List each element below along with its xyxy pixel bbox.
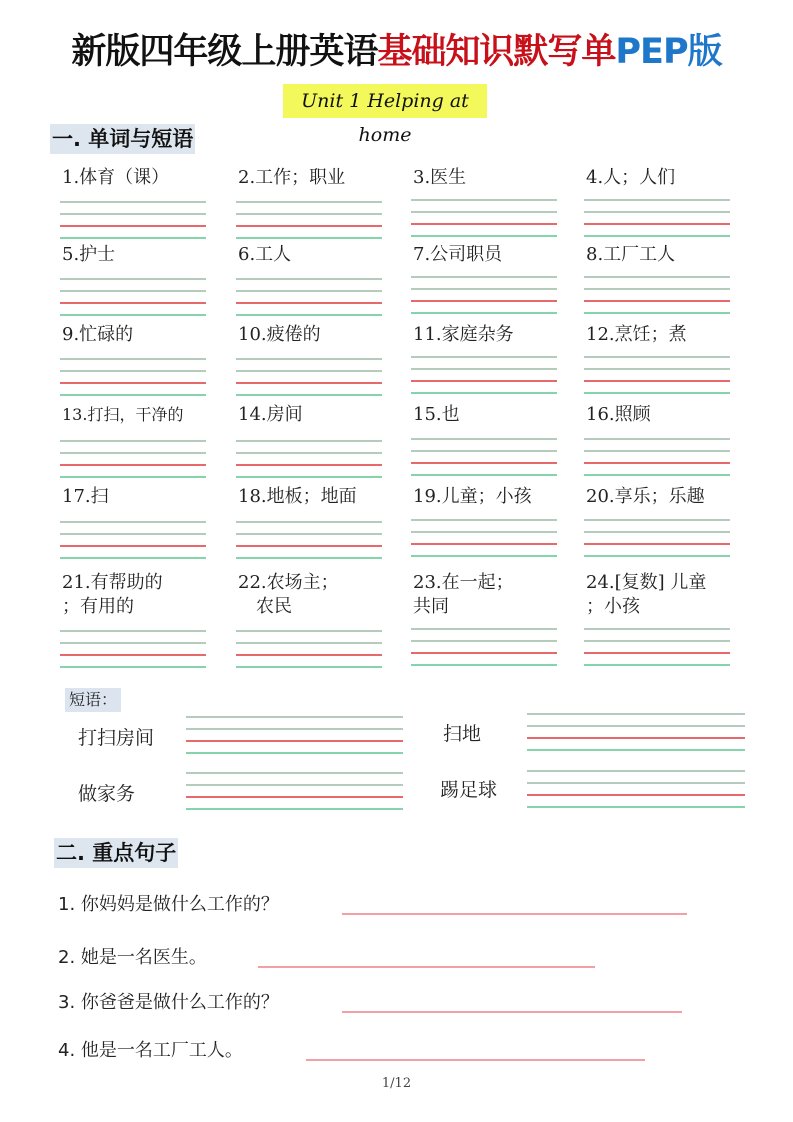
word-answer-lines[interactable] [60, 358, 206, 396]
writing-line [411, 392, 557, 394]
word-answer-lines[interactable] [584, 276, 730, 314]
writing-line [527, 725, 745, 727]
word-answer-lines[interactable] [584, 199, 730, 237]
writing-line [186, 740, 403, 742]
word-answer-lines[interactable] [411, 199, 557, 237]
phrase-prompt: 踢足球 [440, 779, 498, 801]
writing-line [411, 628, 557, 630]
writing-line [584, 223, 730, 225]
word-answer-lines[interactable] [584, 628, 730, 666]
word-prompt: 21.有帮助的 [62, 572, 163, 593]
writing-line [584, 462, 730, 464]
writing-line [60, 290, 206, 292]
writing-line [584, 368, 730, 370]
writing-line [527, 794, 745, 796]
writing-line [236, 452, 382, 454]
writing-line [60, 630, 206, 632]
writing-line [584, 276, 730, 278]
writing-line [527, 770, 745, 772]
writing-line [411, 211, 557, 213]
word-prompt: 17.扫 [62, 486, 109, 507]
writing-line [186, 808, 403, 810]
writing-line [236, 382, 382, 384]
writing-line [411, 450, 557, 452]
word-prompt: 5.护士 [62, 244, 116, 265]
phrase-prompt: 做家务 [78, 783, 136, 805]
phrase-prompt: 扫地 [443, 723, 482, 745]
writing-line [60, 533, 206, 535]
writing-line [186, 784, 403, 786]
writing-line [584, 664, 730, 666]
writing-line [60, 545, 206, 547]
sentence-prompt: 4. 他是一名工厂工人。 [58, 1040, 243, 1061]
writing-line [60, 476, 206, 478]
title-part-2: 基础知识默写单 [377, 32, 616, 72]
writing-line [411, 276, 557, 278]
word-answer-lines[interactable] [411, 519, 557, 557]
writing-line [60, 225, 206, 227]
word-answer-lines[interactable] [60, 278, 206, 316]
sentence-answer-line[interactable] [342, 1011, 682, 1013]
writing-line [584, 640, 730, 642]
writing-line [411, 199, 557, 201]
word-answer-lines[interactable] [60, 630, 206, 668]
phrase-prompt: 打扫房间 [78, 727, 155, 749]
word-answer-lines[interactable] [236, 201, 382, 239]
word-answer-lines[interactable] [236, 440, 382, 478]
writing-line [186, 772, 403, 774]
writing-line [236, 370, 382, 372]
title-part-3: PEP版 [615, 32, 722, 72]
writing-line [411, 223, 557, 225]
writing-line [411, 300, 557, 302]
word-answer-lines[interactable] [236, 278, 382, 316]
writing-line [584, 300, 730, 302]
writing-line [236, 545, 382, 547]
writing-line [411, 462, 557, 464]
word-answer-lines[interactable] [236, 521, 382, 559]
writing-line [236, 394, 382, 396]
writing-line [60, 557, 206, 559]
writing-line [411, 640, 557, 642]
word-prompt: 20.享乐；乐趣 [586, 486, 705, 507]
writing-line [411, 380, 557, 382]
writing-line [60, 314, 206, 316]
section-2-heading: 二. 重点句子 [54, 838, 178, 868]
writing-line [236, 666, 382, 668]
word-prompt: 12.烹饪；煮 [586, 324, 687, 345]
writing-line [411, 356, 557, 358]
word-prompt: 23.在一起； [413, 572, 514, 593]
writing-line [411, 438, 557, 440]
word-prompt: 2.工作；职业 [238, 167, 346, 188]
word-answer-lines[interactable] [584, 438, 730, 476]
word-prompt: 16.照顾 [586, 404, 651, 425]
writing-line [60, 452, 206, 454]
writing-line [584, 199, 730, 201]
word-prompt: 22.农场主； [238, 572, 339, 593]
writing-line [60, 464, 206, 466]
sentence-answer-line[interactable] [342, 913, 687, 915]
phrase-answer-lines[interactable] [186, 716, 403, 754]
writing-line [60, 666, 206, 668]
writing-line [236, 533, 382, 535]
writing-line [584, 628, 730, 630]
word-prompt: 3.医生 [413, 167, 467, 188]
writing-line [186, 728, 403, 730]
phrase-answer-lines[interactable] [186, 772, 403, 810]
word-answer-lines[interactable] [60, 201, 206, 239]
phrases-label: 短语： [65, 688, 121, 712]
writing-line [584, 652, 730, 654]
writing-line [584, 211, 730, 213]
writing-line [186, 716, 403, 718]
word-prompt: 11.家庭杂务 [413, 324, 514, 345]
writing-line [236, 557, 382, 559]
writing-line [411, 368, 557, 370]
writing-line [411, 555, 557, 557]
writing-line [60, 642, 206, 644]
writing-line [236, 521, 382, 523]
word-prompt: 9.忙碌的 [62, 324, 134, 345]
writing-line [236, 358, 382, 360]
word-prompt: 14.房间 [238, 404, 303, 425]
writing-line [411, 312, 557, 314]
writing-line [584, 531, 730, 533]
writing-line [527, 737, 745, 739]
writing-line [236, 630, 382, 632]
writing-line [411, 288, 557, 290]
writing-line [584, 519, 730, 521]
writing-line [411, 531, 557, 533]
sentence-answer-line[interactable] [258, 966, 595, 968]
writing-line [411, 543, 557, 545]
word-prompt: 1.体育（课） [62, 167, 170, 188]
writing-line [411, 664, 557, 666]
writing-line [236, 654, 382, 656]
writing-line [60, 358, 206, 360]
word-prompt: 6.工人 [238, 244, 292, 265]
writing-line [60, 654, 206, 656]
writing-line [527, 749, 745, 751]
phrase-answer-lines[interactable] [527, 770, 745, 808]
word-answer-lines[interactable] [411, 356, 557, 394]
word-prompt: 8.工厂工人 [586, 244, 676, 265]
word-answer-lines[interactable] [411, 628, 557, 666]
writing-line [60, 440, 206, 442]
word-prompt: 4.人；人们 [586, 167, 676, 188]
writing-line [236, 302, 382, 304]
sentence-prompt: 2. 她是一名医生。 [58, 947, 207, 968]
writing-line [411, 235, 557, 237]
writing-line [527, 806, 745, 808]
writing-line [411, 474, 557, 476]
writing-line [236, 237, 382, 239]
writing-line [236, 440, 382, 442]
writing-line [60, 394, 206, 396]
writing-line [584, 392, 730, 394]
writing-line [584, 356, 730, 358]
word-prompt: 共同 [413, 596, 449, 617]
writing-line [584, 235, 730, 237]
writing-line [527, 713, 745, 715]
writing-line [236, 642, 382, 644]
writing-line [584, 438, 730, 440]
word-prompt: 农民 [238, 596, 292, 617]
writing-line [236, 476, 382, 478]
writing-line [584, 288, 730, 290]
writing-line [584, 380, 730, 382]
phrase-answer-lines[interactable] [527, 713, 745, 751]
word-prompt: 7.公司职员 [413, 244, 503, 265]
writing-line [584, 450, 730, 452]
word-prompt: ；有用的 [62, 596, 134, 617]
writing-line [60, 201, 206, 203]
title-part-1: 新版四年级上册英语 [71, 32, 378, 72]
writing-line [527, 782, 745, 784]
word-prompt: 13.打扫，干净的 [62, 405, 184, 424]
writing-line [236, 213, 382, 215]
writing-line [584, 474, 730, 476]
writing-line [236, 290, 382, 292]
word-answer-lines[interactable] [411, 276, 557, 314]
word-prompt: 19.儿童；小孩 [413, 486, 532, 507]
writing-line [411, 652, 557, 654]
writing-line [60, 370, 206, 372]
writing-line [186, 752, 403, 754]
writing-line [186, 796, 403, 798]
writing-line [60, 237, 206, 239]
sentence-answer-line[interactable] [306, 1059, 645, 1061]
writing-line [60, 382, 206, 384]
page-number: 1/12 [381, 1076, 412, 1091]
writing-line [60, 213, 206, 215]
word-prompt: 15.也 [413, 404, 460, 425]
word-answer-lines[interactable] [584, 519, 730, 557]
word-prompt: 10.疲倦的 [238, 324, 321, 345]
writing-line [236, 314, 382, 316]
writing-line [236, 201, 382, 203]
word-answer-lines[interactable] [60, 521, 206, 559]
writing-line [584, 543, 730, 545]
word-answer-lines[interactable] [411, 438, 557, 476]
writing-line [236, 464, 382, 466]
word-answer-lines[interactable] [236, 358, 382, 396]
section-1-heading: 一. 单词与短语 [50, 124, 195, 154]
writing-line [60, 521, 206, 523]
writing-line [60, 302, 206, 304]
sentence-prompt: 1. 你妈妈是做什么工作的？ [58, 894, 279, 915]
writing-line [584, 312, 730, 314]
word-prompt: 18.地板；地面 [238, 486, 357, 507]
writing-line [60, 278, 206, 280]
word-answer-lines[interactable] [60, 440, 206, 478]
sentence-prompt: 3. 你爸爸是做什么工作的？ [58, 992, 279, 1013]
unit-title: Unit 1 Helping at home [283, 84, 487, 118]
writing-line [411, 519, 557, 521]
word-answer-lines[interactable] [584, 356, 730, 394]
writing-line [236, 278, 382, 280]
writing-line [584, 555, 730, 557]
word-answer-lines[interactable] [236, 630, 382, 668]
page-title [0, 24, 793, 74]
writing-line [236, 225, 382, 227]
word-prompt: 24.[复数] 儿童 [586, 572, 707, 593]
word-prompt: ；小孩 [586, 596, 640, 617]
